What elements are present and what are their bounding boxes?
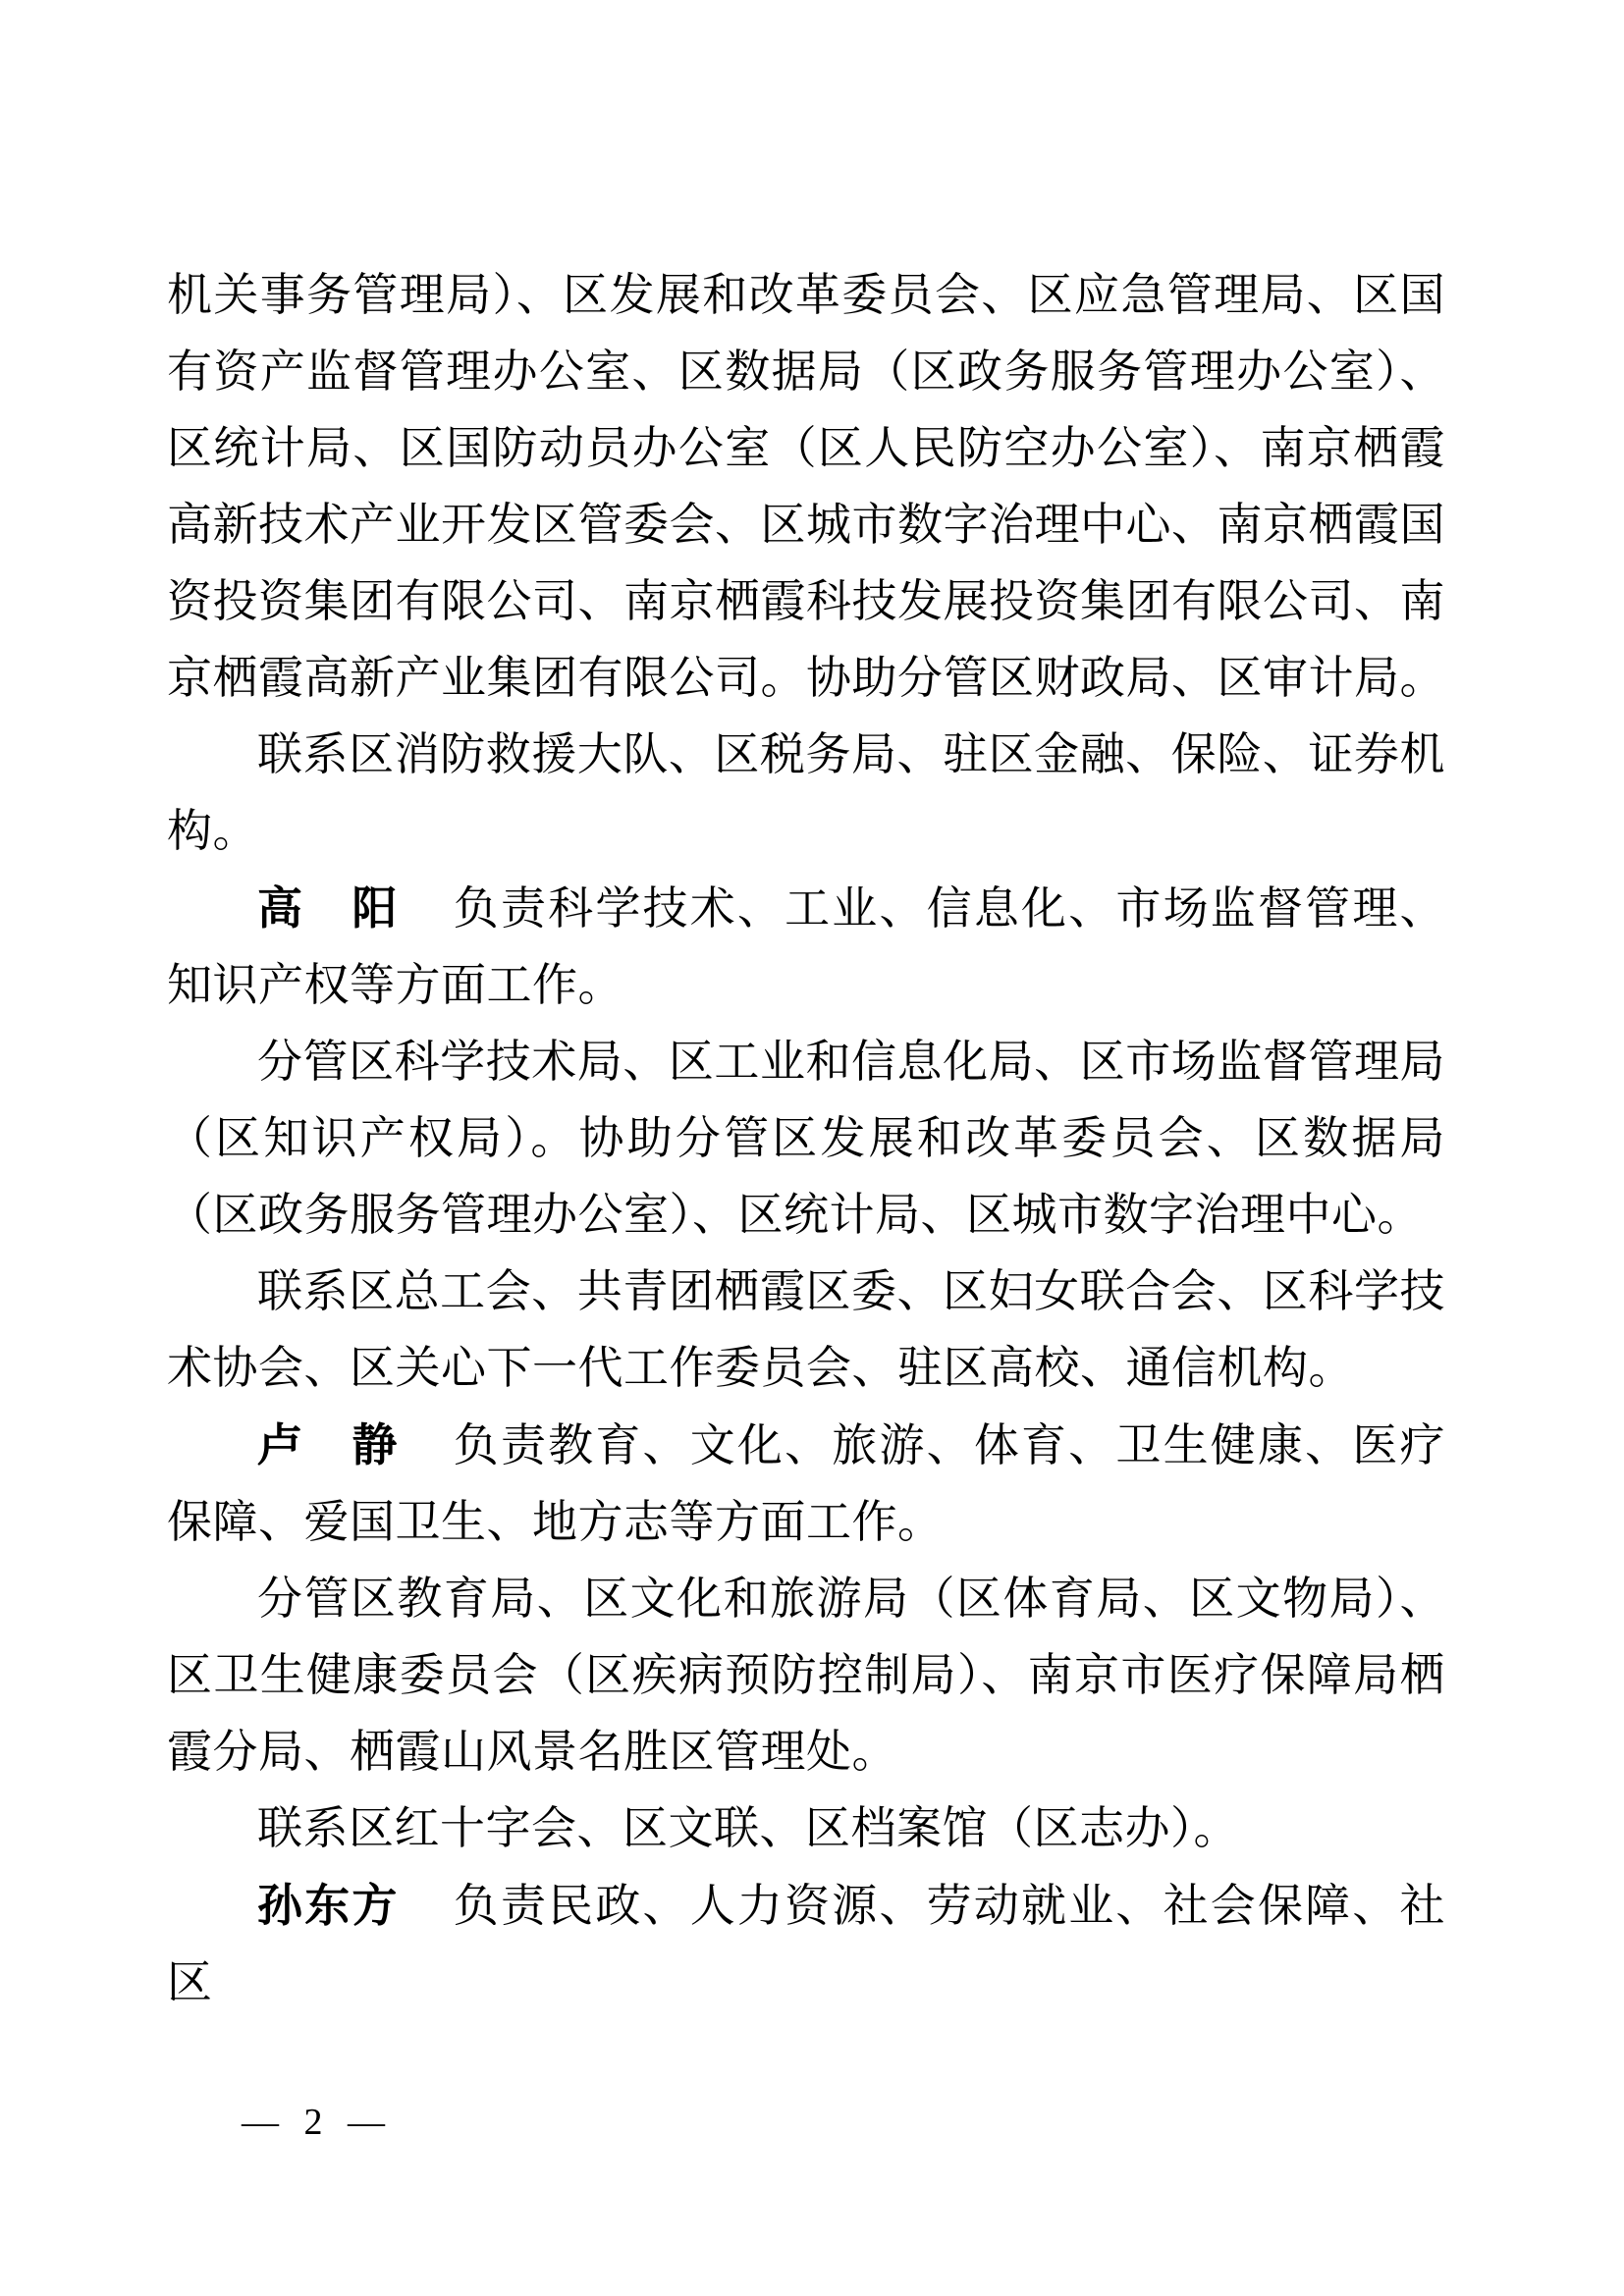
document-body [167, 257, 1445, 2021]
official-duties: 负责民政、人力资源、劳动就业、社会保障、社区 [167, 1881, 1445, 2007]
official-name: 高 阳 [257, 882, 400, 934]
paragraph-liaison: 联系区红十字会、区文联、区档案馆（区志办）。 [257, 1803, 1239, 1853]
page-number: — 2 — [242, 2102, 393, 2143]
official-duties: 负责教育、文化、旅游、体育、卫生健康、医疗保障、爱国卫生、地方志等方面工作。 [167, 1420, 1445, 1547]
paragraph-continuation: 机关事务管理局）、区发展和改革委员会、区应急管理局、区国有资产监督管理办公室、区数据局（区政务服务管理办公室）、区统计局、区国防动员办公室（区人民防空办公室）、南京栖霞高新技术产业开发区管委会、区城市数字治理中心、南京栖霞国资投资集团有限公司、南京栖霞科技发展投资集团有限公司、南京栖霞高新产业集团有限公司。协助分管区财政局、区审计局。 [167, 270, 1445, 703]
paragraph-liaison: 联系区总工会、共青团栖霞区委、区妇女联合会、区科学技术协会、区关心下一代工作委员会、驻区高校、通信机构。 [167, 1266, 1445, 1393]
official-name: 卢 静 [257, 1419, 400, 1470]
paragraph-liaison: 联系区消防救援大队、区税务局、驻区金融、保险、证券机构。 [167, 729, 1445, 856]
official-duties: 负责科学技术、工业、信息化、市场监督管理、知识产权等方面工作。 [167, 883, 1445, 1010]
paragraph-oversees: 分管区科学技术局、区工业和信息化局、区市场监督管理局（区知识产权局）。协助分管区发展和改革委员会、区数据局（区政务服务管理办公室）、区统计局、区城市数字治理中心。 [167, 1037, 1445, 1240]
paragraph-oversees: 分管区教育局、区文化和旅游局（区体育局、区文物局）、区卫生健康委员会（区疾病预防控制局）、南京市医疗保障局栖霞分局、栖霞山风景名胜区管理处。 [167, 1574, 1445, 1777]
paragraph-official-lu-jing [167, 1407, 1445, 1561]
paragraph-official-sun-dongfang [167, 1867, 1445, 2021]
official-name: 孙东方 [257, 1880, 400, 1931]
paragraph-official-gao-yang [167, 870, 1445, 1024]
